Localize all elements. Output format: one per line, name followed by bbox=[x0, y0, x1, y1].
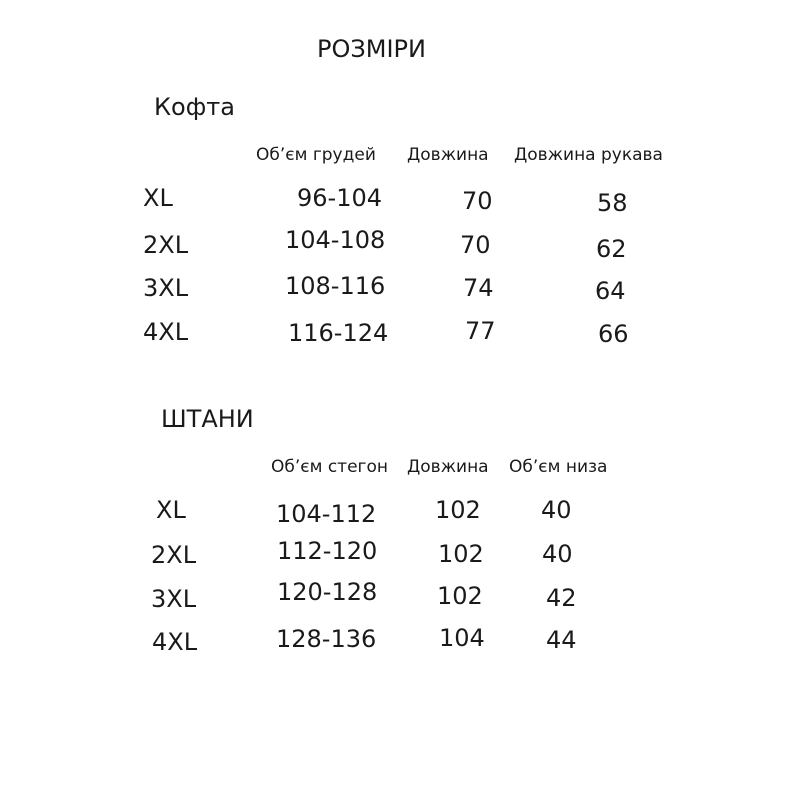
column-header-sleeve-length: Довжина рукава bbox=[514, 145, 663, 165]
length-value: 70 bbox=[460, 231, 491, 259]
size-label: XL bbox=[143, 184, 173, 212]
sleeve-length-value: 66 bbox=[598, 320, 629, 348]
column-header-length: Довжина bbox=[407, 457, 489, 477]
hem-value: 40 bbox=[541, 496, 572, 524]
column-header-hips: Об’єм стегон bbox=[271, 457, 388, 477]
size-label: 3XL bbox=[151, 585, 197, 613]
length-value: 102 bbox=[438, 540, 484, 568]
chest-value: 96-104 bbox=[297, 184, 383, 212]
section-heading-bottom: ШТАНИ bbox=[161, 405, 254, 433]
page-title: РОЗМІРИ bbox=[317, 35, 426, 63]
hem-value: 42 bbox=[546, 584, 577, 612]
hips-value: 128-136 bbox=[276, 625, 377, 653]
hips-value: 112-120 bbox=[277, 537, 378, 565]
chest-value: 116-124 bbox=[288, 319, 389, 347]
length-value: 102 bbox=[437, 582, 483, 610]
length-value: 102 bbox=[435, 496, 481, 524]
hips-value: 104-112 bbox=[276, 500, 377, 528]
sleeve-length-value: 64 bbox=[595, 277, 626, 305]
size-label: 2XL bbox=[151, 541, 197, 569]
hem-value: 44 bbox=[546, 626, 577, 654]
sleeve-length-value: 58 bbox=[597, 189, 628, 217]
column-header-hem: Об’єм низа bbox=[509, 457, 608, 477]
length-value: 74 bbox=[463, 274, 494, 302]
chest-value: 108-116 bbox=[285, 272, 386, 300]
size-label: 4XL bbox=[143, 318, 189, 346]
length-value: 104 bbox=[439, 624, 485, 652]
column-header-chest: Об’єм грудей bbox=[256, 145, 376, 165]
sleeve-length-value: 62 bbox=[596, 235, 627, 263]
length-value: 70 bbox=[462, 187, 493, 215]
hem-value: 40 bbox=[542, 540, 573, 568]
section-heading-top: Кофта bbox=[154, 93, 235, 121]
size-label: XL bbox=[156, 496, 186, 524]
length-value: 77 bbox=[465, 317, 496, 345]
size-label: 2XL bbox=[143, 231, 189, 259]
size-label: 4XL bbox=[152, 628, 198, 656]
hips-value: 120-128 bbox=[277, 578, 378, 606]
size-label: 3XL bbox=[143, 274, 189, 302]
chest-value: 104-108 bbox=[285, 226, 386, 254]
column-header-length: Довжина bbox=[407, 145, 489, 165]
